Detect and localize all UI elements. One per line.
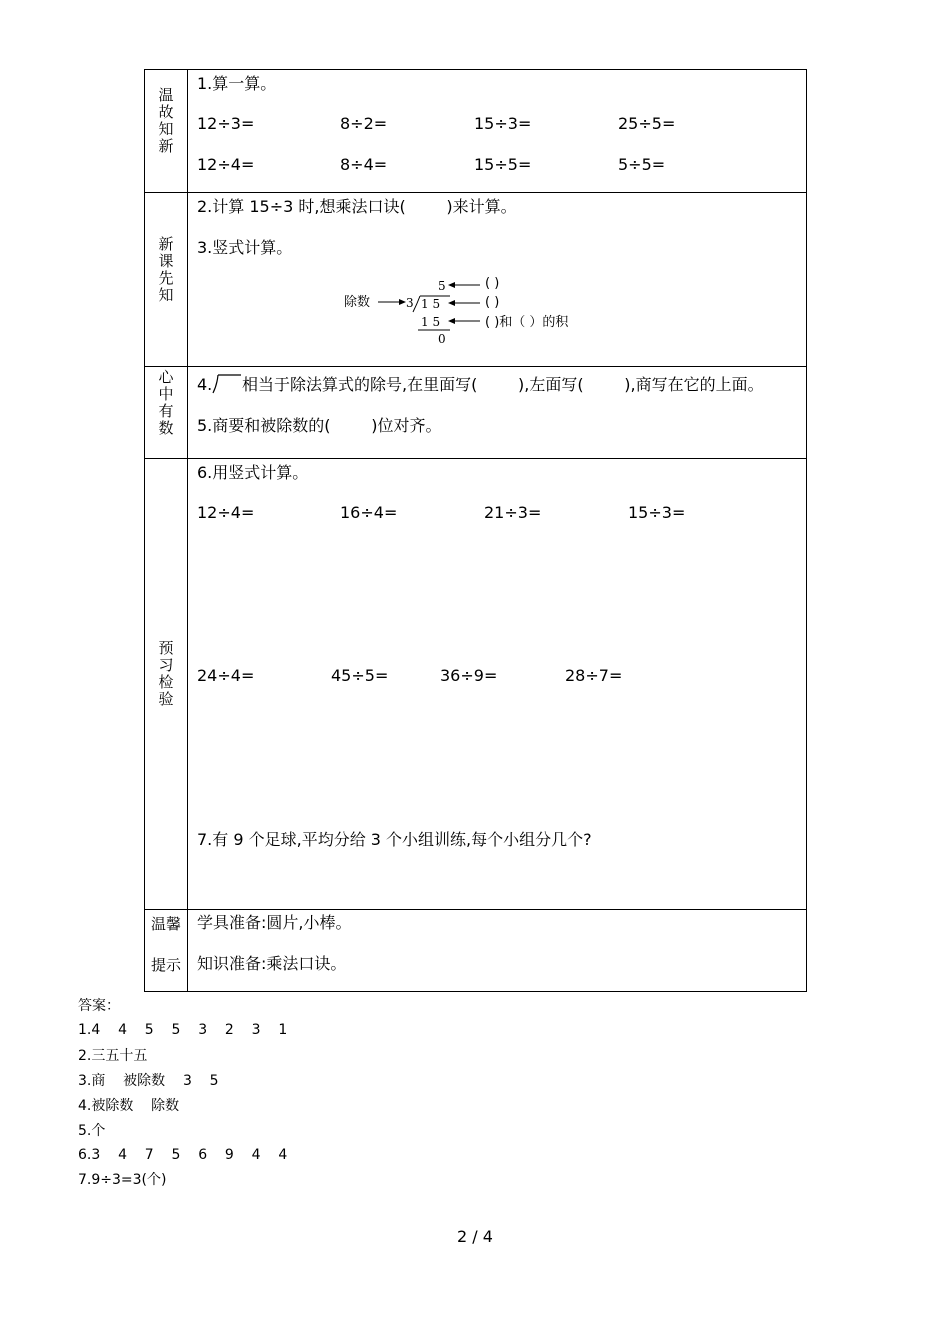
q4-prefix: 4.	[197, 375, 213, 394]
answer-line: 7.9÷3=3(个)	[78, 1172, 167, 1188]
q6-title: 6.用竖式计算。	[197, 463, 309, 482]
divisor-digit: 3	[406, 296, 414, 310]
long-division-diagram	[340, 272, 660, 350]
section-label-tips-line1: 温馨	[150, 915, 181, 933]
q3-title: 3.竖式计算。	[197, 238, 293, 257]
tip-tools: 学具准备:圆片,小棒。	[197, 913, 352, 932]
row-divider	[144, 366, 807, 367]
q6-exercise: 21÷3=	[484, 503, 542, 522]
section-label-tips-line2: 提示	[150, 956, 181, 974]
table-border-bottom	[144, 991, 807, 992]
table-border-right	[806, 69, 807, 992]
answer-line: 4.被除数 除数	[78, 1098, 180, 1114]
section-label-preview-check: 预 习 检 验	[158, 639, 174, 708]
remainder-digit: 0	[438, 332, 446, 346]
row-divider	[144, 458, 807, 459]
q6-exercise: 28÷7=	[565, 666, 623, 685]
q6-exercise: 36÷9=	[440, 666, 498, 685]
q1-exercise: 12÷3=	[197, 114, 255, 133]
q1-title: 1.算一算。	[197, 74, 277, 93]
q1-exercise: 12÷4=	[197, 155, 255, 174]
q4-text: 相当于除法算式的除号,在里面写( ),左面写( ),商写在它的上面。	[242, 375, 764, 394]
answer-line: 3.商 被除数 3 5	[78, 1073, 219, 1089]
answer-line: 1.4 4 5 5 3 2 3 1	[78, 1022, 288, 1038]
q6-exercise: 16÷4=	[340, 503, 398, 522]
blank-quotient: ( )	[485, 276, 500, 291]
product-digits: 1 5	[421, 315, 441, 329]
blank-product: ( )和（ ）的积	[485, 315, 569, 330]
table-border-left	[144, 69, 145, 992]
division-symbol-icon	[212, 373, 242, 395]
q1-exercise: 15÷5=	[474, 155, 532, 174]
section-label-key-points: 心 中 有 数	[158, 368, 174, 437]
section-label-new-lesson: 新 课 先 知	[158, 235, 174, 304]
q6-exercise: 12÷4=	[197, 503, 255, 522]
q6-exercise: 15÷3=	[628, 503, 686, 522]
q5-text: 5.商要和被除数的( )位对齐。	[197, 416, 442, 435]
divisor-label: 除数	[344, 295, 371, 310]
answer-line: 2.三五十五	[78, 1048, 148, 1064]
q7-text: 7.有 9 个足球,平均分给 3 个小组训练,每个小组分几个?	[197, 830, 592, 849]
q1-exercise: 15÷3=	[474, 114, 532, 133]
q2-text: 2.计算 15÷3 时,想乘法口诀( )来计算。	[197, 197, 517, 216]
page-number: 2 / 4	[457, 1227, 493, 1246]
row-divider	[144, 192, 807, 193]
q1-exercise: 25÷5=	[618, 114, 676, 133]
answer-line: 6.3 4 7 5 6 9 4 4	[78, 1147, 288, 1163]
arrow-head-left	[448, 282, 455, 288]
answer-line: 5.个	[78, 1123, 106, 1139]
dividend-digits: 1 5	[421, 297, 441, 311]
q1-exercise: 8÷2=	[340, 114, 388, 133]
blank-dividend: ( )	[485, 295, 500, 310]
tip-knowledge: 知识准备:乘法口诀。	[197, 954, 347, 973]
row-divider	[144, 909, 807, 910]
q6-exercise: 45÷5=	[331, 666, 389, 685]
q1-exercise: 8÷4=	[340, 155, 388, 174]
q1-exercise: 5÷5=	[618, 155, 666, 174]
q6-exercise: 24÷4=	[197, 666, 255, 685]
table-border-top	[144, 69, 807, 70]
division-bracket	[413, 296, 420, 312]
section-label-review: 温 故 知 新	[158, 86, 174, 155]
quotient-digit: 5	[438, 279, 446, 293]
arrow-head-right	[399, 299, 406, 305]
column-divider	[187, 69, 188, 992]
arrow-head-left	[448, 300, 455, 306]
answers-title: 答案：	[78, 998, 120, 1014]
arrow-head-left	[448, 318, 455, 324]
